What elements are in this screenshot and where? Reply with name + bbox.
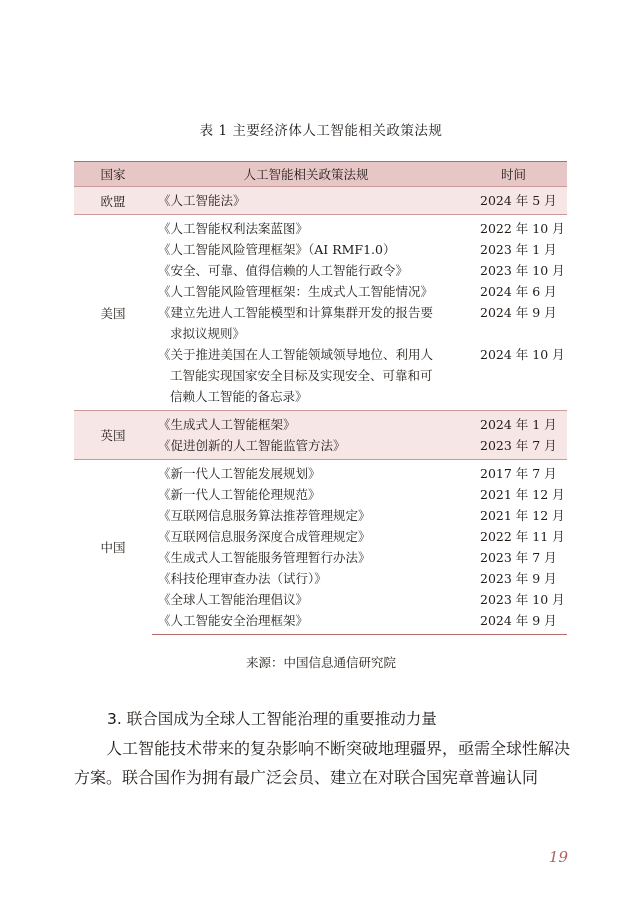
law-text: 求拟议规则》 [170, 326, 246, 341]
date-cell: 2024 年 1 月 [460, 411, 567, 436]
date-cell: 2023 年 7 月 [480, 550, 557, 565]
law-text: 《人工智能安全治理框架》 [158, 613, 309, 628]
section-heading: 3. 联合国成为全球人工智能治理的重要推动力量 [107, 710, 437, 728]
table-row [74, 215, 567, 240]
law-text: 《互联网信息服务深度合成管理规定》 [158, 529, 371, 544]
date-cell: 2023 年 7 月 [480, 438, 557, 453]
law-text: 《人工智能权利法案蓝图》 [158, 221, 309, 236]
law-text: 《全球人工智能治理倡议》 [158, 592, 309, 607]
law-text: 《新一代人工智能发展规划》 [158, 466, 321, 481]
date-cell: 2024 年 5 月 [480, 193, 557, 208]
law-text: 《新一代人工智能伦理规范》 [158, 487, 321, 502]
law-text: 《科技伦理审查办法（试行）》 [158, 571, 327, 586]
date-cell: 2024 年 9 月 [480, 305, 557, 320]
page-number: 19 [548, 848, 568, 866]
table-row [74, 460, 567, 485]
table-row [74, 187, 567, 215]
table-caption: 表 1 主要经济体人工智能相关政策法规 [199, 123, 443, 139]
date-cell: 2022 年 10 月 [460, 215, 567, 240]
date-cell: 2021 年 12 月 [480, 487, 565, 502]
law-text: 《人工智能风险管理框架：生成式人工智能情况》 [158, 284, 434, 299]
law-cell [152, 484, 460, 505]
law-cell [152, 260, 460, 281]
country-cell: 英国 [74, 411, 152, 460]
law-cell [152, 302, 460, 344]
law-text: 工智能实现国家安全目标及实现安全、可靠和可 [170, 368, 433, 383]
law-cell [152, 344, 460, 411]
law-text: 《互联网信息服务算法推荐管理规定》 [158, 508, 371, 523]
country-cell: 中国 [74, 460, 152, 635]
date-cell: 2024 年 10 月 [480, 347, 565, 362]
law-cell [152, 610, 460, 635]
law-cell [152, 215, 460, 240]
law-cell [152, 460, 460, 485]
table-body [74, 187, 567, 635]
law-cell [152, 568, 460, 589]
header-date: 时间 [460, 162, 567, 187]
law-cell [152, 281, 460, 302]
table-source: 来源：中国信息通信研究院 [245, 655, 396, 670]
table-row [74, 411, 567, 436]
date-cell: 2024 年 6 月 [480, 284, 557, 299]
law-cell [152, 589, 460, 610]
header-country: 国家 [74, 162, 152, 187]
date-cell: 2023 年 1 月 [480, 242, 557, 257]
header-law: 人工智能相关政策法规 [152, 162, 460, 187]
law-text: 《关于推进美国在人工智能领域领导地位、利用人 [158, 347, 434, 362]
law-cell [152, 505, 460, 526]
law-cell [152, 435, 460, 460]
table-header-row [74, 162, 567, 187]
law-cell [152, 526, 460, 547]
law-text: 《生成式人工智能服务管理暂行办法》 [158, 550, 371, 565]
law-cell [152, 411, 460, 436]
country-cell: 欧盟 [100, 193, 126, 209]
law-text: 《安全、可靠、值得信赖的人工智能行政令》 [158, 263, 409, 278]
law-cell [152, 239, 460, 260]
law-text: 信赖人工智能的备忘录》 [170, 389, 308, 404]
date-cell: 2023 年 10 月 [480, 592, 565, 607]
law-cell [152, 187, 460, 215]
law-cell [152, 547, 460, 568]
date-cell: 2023 年 10 月 [480, 263, 565, 278]
law-text: 《生成式人工智能框架》 [158, 417, 296, 432]
country-cell: 美国 [74, 215, 152, 411]
law-text: 《建立先进人工智能模型和计算集群开发的报告要 [158, 305, 434, 320]
date-cell: 2024 年 9 月 [460, 610, 567, 635]
policy-table [74, 161, 567, 635]
date-cell: 2017 年 7 月 [460, 460, 567, 485]
body-paragraph: 人工智能技术带来的复杂影响不断突破地理疆界，亟需全球性解决方案。联合国作为拥有最广泛会员、建立在对联合国宪章普遍认同 [74, 739, 571, 787]
law-text: 《人工智能法》 [158, 193, 246, 208]
law-text: 《人工智能风险管理框架》（AI RMF1.0） [158, 242, 396, 257]
date-cell: 2023 年 9 月 [480, 571, 557, 586]
law-text: 《促进创新的人工智能监管方法》 [158, 438, 346, 453]
date-cell: 2021 年 12 月 [480, 508, 565, 523]
date-cell: 2022 年 11 月 [480, 529, 565, 544]
